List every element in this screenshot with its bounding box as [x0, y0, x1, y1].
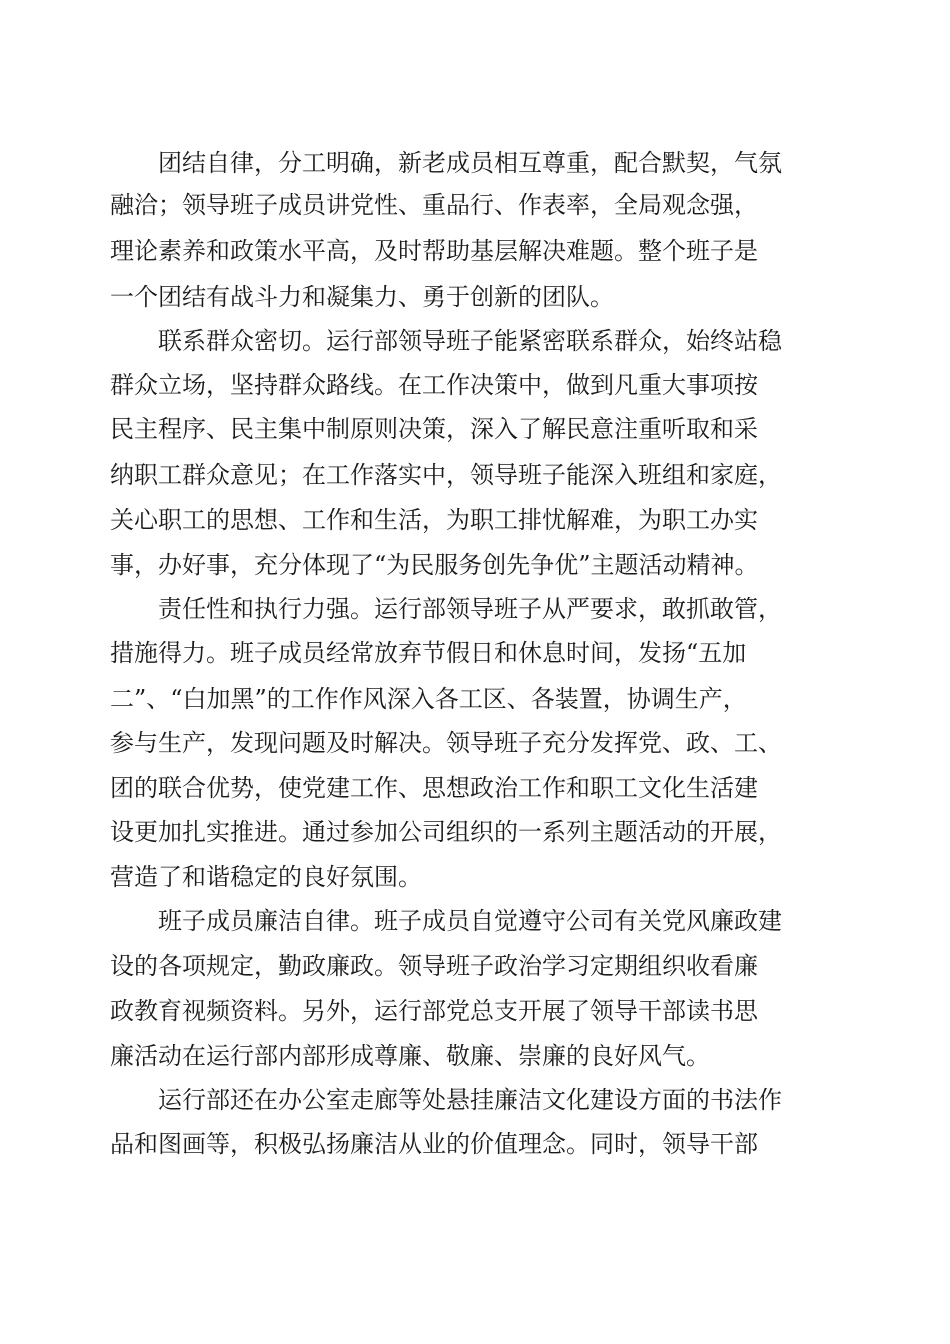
text-line: 一个团结有战斗力和凝集力、勇于创新的团队。 [110, 283, 614, 311]
text-line: 参与生产，发现问题及时解决。领导班子充分发挥党、政、工、 [110, 729, 782, 757]
text-line: 营造了和谐稳定的良好氛围。 [110, 863, 422, 891]
text-line: 理论素养和政策水平高，及时帮助基层解决难题。整个班子是 [110, 237, 758, 265]
text-line: 班子成员廉洁自律。班子成员自觉遵守公司有关党风廉政建 [158, 907, 782, 935]
text-line: 措施得力。班子成员经常放弃节假日和休息时间，发扬“五加 [110, 639, 747, 667]
text-line: 纳职工群众意见；在工作落实中，领导班子能深入班组和家庭， [110, 461, 782, 489]
text-line: 民主程序、民主集中制原则决策，深入了解民意注重听取和采 [110, 415, 758, 443]
text-line: 团结自律，分工明确，新老成员相互尊重，配合默契，气氛 [158, 149, 782, 177]
text-line: 廉活动在运行部内部形成尊廉、敬廉、崇廉的良好风气。 [110, 1042, 710, 1070]
text-line: 设的各项规定，勤政廉政。领导班子政治学习定期组织收看廉 [110, 952, 758, 980]
text-line: 品和图画等，积极弘扬廉洁从业的价值理念。同时，领导干部 [110, 1130, 758, 1158]
text-line: 二”、“白加黑”的工作作风深入各工区、各装置，协调生产， [110, 685, 747, 713]
text-line: 责任性和执行力强。运行部领导班子从严要求，敢抓敢管， [158, 595, 782, 623]
text-line: 设更加扎实推进。通过参加公司组织的一系列主题活动的开展， [110, 818, 782, 846]
text-line: 融洽；领导班子成员讲党性、重品行、作表率，全局观念强， [110, 191, 758, 219]
text-line: 关心职工的思想、工作和生活，为职工排忧解难，为职工办实 [110, 506, 758, 534]
text-line: 运行部还在办公室走廊等处悬挂廉洁文化建设方面的书法作 [158, 1086, 782, 1114]
text-line: 联系群众密切。运行部领导班子能紧密联系群众，始终站稳 [158, 327, 782, 355]
text-line: 政教育视频资料。另外，运行部党总支开展了领导干部读书思 [110, 997, 758, 1025]
text-line: 团的联合优势，使党建工作、思想政治工作和职工文化生活建 [110, 774, 758, 802]
text-line: 事，办好事，充分体现了“为民服务创先争优”主题活动精神。 [110, 551, 759, 579]
text-line: 群众立场，坚持群众路线。在工作决策中，做到凡重大事项按 [110, 371, 758, 399]
